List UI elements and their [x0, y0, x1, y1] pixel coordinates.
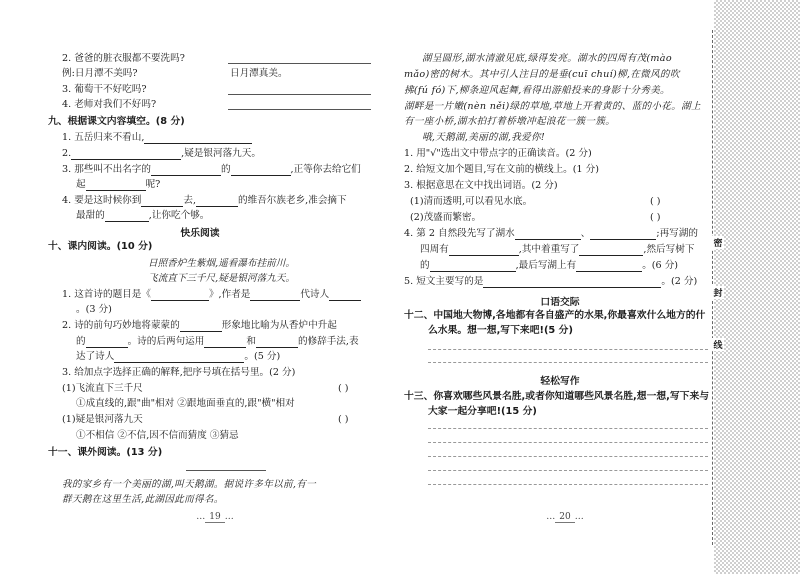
r10-q3: 3. 给加点字选择正确的解释,把序号填在括号里。(2 分) [62, 367, 296, 378]
fill-blank[interactable] [250, 290, 300, 301]
r11-q3-2: (2)茂盛而繁密。 [410, 212, 482, 223]
passage-line-5: 拂(fú fó)下,柳条迎风起舞,看得出游船投来的身影十分秀美。 [404, 85, 670, 96]
passage-line-4: mǎo)密的树木。其中引人注目的是垂(cuī chuí)柳,在微风的吹 [404, 69, 680, 80]
happy-reading-title: 快乐阅读 [180, 228, 220, 239]
r10-q3-2: (1)疑是银河落九天 [62, 414, 143, 425]
passage-line-8: 哦,天鹅湖,美丽的湖,我爱你! [422, 132, 546, 143]
passage-line-2: 群天鹅在这里生活,此湖因此而得名。 [62, 494, 224, 505]
fill-blank[interactable] [329, 290, 361, 301]
page-number: … 19 … [196, 512, 234, 522]
answer-line[interactable] [228, 63, 371, 64]
answer-line[interactable] [228, 109, 371, 110]
fill-blank[interactable] [180, 321, 222, 332]
right-page [400, 0, 715, 574]
section-9-title: 九、根据课文内容填空。(8 分) [48, 116, 185, 127]
fill-blank[interactable] [86, 337, 128, 348]
section-12-title: 十二、中国地大物博,各地都有各自盛产的水果,你最喜欢什么地方的什 [404, 310, 706, 321]
r11-q3: 3. 根据意思在文中找出词语。(2 分) [404, 180, 558, 191]
writing-line[interactable] [428, 484, 708, 485]
s9-item-4-cont: 最甜的 ,让你吃个够。 [76, 210, 210, 221]
fill-blank[interactable] [151, 290, 209, 301]
s9-item-2: 2. ,疑是银河落九天。 [62, 148, 261, 159]
answer-paren[interactable]: ( ) [338, 414, 349, 425]
passage-line-6: 湖畔是一片嫩(nèn něi)绿的草地,草地上开着黄的、蓝的小花。湖上 [404, 101, 701, 112]
fill-blank[interactable] [151, 165, 221, 176]
q2-line-1: 2. 爸爸的脏衣服都不要洗吗? [62, 53, 185, 64]
binding-margin [714, 0, 800, 574]
writing-line[interactable] [428, 442, 708, 443]
r10-q1-score: 。(3 分) [76, 304, 112, 315]
r10-q2-cont: 的 。诗的后两句运用 和 的修辞手法,表 [76, 336, 359, 347]
q2-line-4: 4. 老师对我们不好吗? [62, 99, 157, 110]
passage-line-3: 湖呈圆形,湖水清澈见底,绿得发亮。湖水的四周有茂(mào [422, 53, 672, 64]
fill-blank[interactable] [196, 196, 238, 207]
s9-item-4: 4. 要是这时候你到 去, 的维吾尔族老乡,准会摘下 [62, 195, 347, 206]
s9-item-3: 3. 那些叫不出名字的 的 ,正等你去给它们 [62, 164, 361, 175]
title-answer-line[interactable] [186, 470, 266, 471]
poem-line-1: 日照香炉生紫烟,遥看瀑布挂前川。 [148, 258, 295, 269]
r10-q1: 1. 这首诗的题目是《 》,作者是 代诗人 [62, 288, 361, 301]
fill-blank[interactable] [590, 229, 656, 240]
writing-line[interactable] [428, 456, 708, 457]
writing-line[interactable] [428, 349, 708, 350]
answer-paren[interactable]: ( ) [650, 196, 661, 207]
r11-q4: 4. 第 2 自然段先写了湖水 、 ;再写湖的 [404, 228, 698, 239]
section-11-title: 十一、课外阅读。(13 分) [48, 447, 163, 458]
q2-example: 例:日月潭不美吗? [62, 68, 138, 79]
passage-line-7: 有一座小桥,湖水拍打着桥墩冲起浪花一簇一簇。 [404, 116, 616, 127]
s9-item-3-cont: 起 呢? [76, 179, 161, 190]
fill-blank[interactable] [71, 149, 181, 160]
r11-q3-1: (1)清而透明,可以看见水底。 [410, 196, 533, 207]
fill-blank[interactable] [256, 337, 298, 348]
s9-item-1: 1. 五岳归来不看山, [62, 131, 252, 144]
answer-line[interactable] [228, 94, 371, 95]
fill-blank[interactable] [576, 261, 642, 272]
seal-mark-2: 封 [712, 286, 724, 299]
section-10-title: 十、课内阅读。(10 分) [48, 241, 153, 252]
r10-q3-1-options: ①成直线的,跟"曲"相对 ②跟地面垂直的,跟"横"相对 [76, 398, 295, 409]
page-number: … 20 … [546, 512, 584, 522]
fill-blank[interactable] [231, 165, 291, 176]
fill-blank[interactable] [144, 133, 252, 144]
fill-blank[interactable] [483, 277, 661, 288]
poem-line-2: 飞流直下三千尺,疑是银河落九天。 [148, 273, 295, 284]
oral-communication-title: 口语交际 [540, 297, 580, 308]
fill-blank[interactable] [430, 261, 516, 272]
r11-q4-cont2: 的 ,最后写湖上有 。(6 分) [420, 260, 679, 271]
fill-blank[interactable] [105, 211, 149, 222]
fill-blank[interactable] [449, 245, 519, 256]
seal-mark-1: 密 [712, 236, 724, 249]
writing-line[interactable] [428, 470, 708, 471]
r10-q3-2-options: ①不相信 ②不信,因不信而猜度 ③猜忌 [76, 430, 239, 441]
easy-writing-title: 轻松写作 [540, 376, 580, 387]
fill-blank[interactable] [141, 196, 183, 207]
fill-blank[interactable] [579, 245, 643, 256]
r10-q2-cont2: 达了诗人 。(5 分) [76, 351, 281, 362]
writing-line[interactable] [428, 428, 708, 429]
q2-example-answer: 日月潭真美。 [230, 68, 288, 79]
r11-q4-cont: 四周有 ,其中着重写了 ,然后写树下 [420, 244, 695, 255]
answer-paren[interactable]: ( ) [338, 383, 349, 394]
answer-paren[interactable]: ( ) [650, 212, 661, 223]
r11-q2: 2. 给短文加个题目,写在文前的横线上。(1 分) [404, 164, 599, 175]
section-13-title-cont: 大家一起分享吧!(15 分) [428, 406, 537, 417]
passage-line-1: 我的家乡有一个美丽的湖,叫天鹅湖。据说许多年以前,有一 [62, 479, 317, 490]
r10-q3-1: (1)飞流直下三千尺 [62, 383, 143, 394]
r11-q5: 5. 短文主要写的是 。(2 分) [404, 276, 698, 287]
fill-blank[interactable] [515, 229, 581, 240]
writing-line[interactable] [428, 362, 708, 363]
r11-q1: 1. 用"√"选出文中带点字的正确读音。(2 分) [404, 148, 592, 159]
fill-blank[interactable] [114, 352, 244, 363]
r10-q2: 2. 诗的前句巧妙地将蒙蒙的 形象地比喻为从香炉中升起 [62, 320, 337, 331]
q2-line-3: 3. 葡萄干不好吃吗? [62, 84, 147, 95]
fill-blank[interactable] [86, 180, 146, 191]
seal-mark-3: 线 [712, 338, 724, 351]
section-13-title: 十三、你喜欢哪些风景名胜,或者你知道哪些风景名胜,想一想,写下来与 [404, 391, 710, 402]
fill-blank[interactable] [204, 337, 246, 348]
section-12-title-cont: 么水果。想一想,写下来吧!(5 分) [428, 325, 573, 336]
